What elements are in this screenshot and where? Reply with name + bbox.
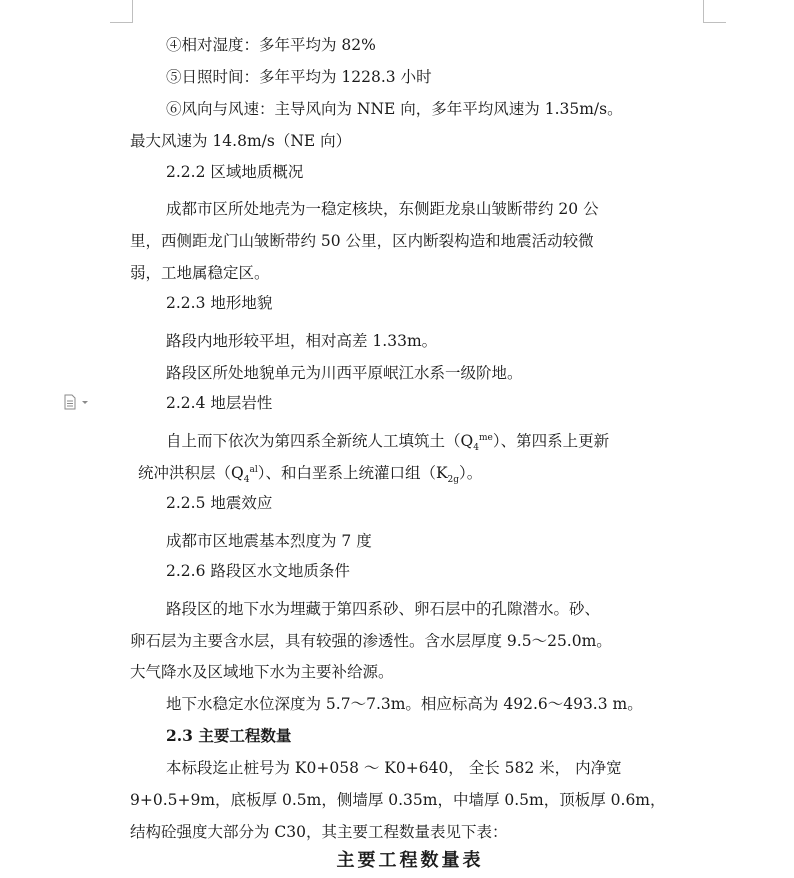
strata-sup-1: me xyxy=(478,432,493,443)
page-corner-mark-right xyxy=(703,0,726,23)
strata-text-1a: 自上而下依次为第四系全新统人工填筑土（Q xyxy=(166,432,474,450)
strata-text-1b: ）、第四系上更新 xyxy=(492,432,610,450)
strata-text-2a: 统冲洪积层（Q xyxy=(138,464,244,482)
quantity-line-3: 结构砼强度大部分为 C30，其主要工程数量表见下表： xyxy=(130,823,508,841)
strata-sub-3: 2g xyxy=(447,475,460,486)
geology-line-1: 成都市区所处地壳为一稳定核块，东侧距龙泉山皱断带约 20 公 xyxy=(166,200,599,218)
strata-sub-2: 4 xyxy=(243,475,250,486)
strata-text-2b: ）、和白垩系上统灌口组（K xyxy=(257,464,448,482)
page-corner-mark-left xyxy=(110,0,133,23)
wind-line-1: ⑥风向与风速：主导风向为 NNE 向，多年平均风速为 1.35m/s。 xyxy=(166,100,623,118)
water-line-2: 卵石层为主要含水层，具有较强的渗透性。含水层厚度 9.5～25.0m。 xyxy=(130,632,612,650)
heading-2-2-3: 2.2.3 地形地貌 xyxy=(166,294,273,312)
humidity-line: ④相对湿度：多年平均为 82% xyxy=(166,36,376,54)
strata-sup-2: al xyxy=(249,464,258,475)
heading-2-2-6: 2.2.6 路段区水文地质条件 xyxy=(166,562,350,580)
sunshine-line: ⑤日照时间：多年平均为 1228.3 小时 xyxy=(166,68,432,86)
table-title: 主要工程数量表 xyxy=(336,850,484,871)
earthquake-line: 成都市区地震基本烈度为 7 度 xyxy=(166,532,372,550)
geology-line-3: 弱，工地属稳定区。 xyxy=(130,264,270,282)
strata-line-1 xyxy=(166,431,690,454)
document-icon[interactable] xyxy=(62,394,92,410)
quantity-line-2: 9+0.5+9m，底板厚 0.5m，侧墙厚 0.35m，中墙厚 0.5m，顶板厚 0.6m， xyxy=(130,791,666,809)
strata-line-2 xyxy=(138,463,698,486)
strata-sub-1: 4 xyxy=(473,443,479,454)
heading-2-3: 2.3 主要工程数量 xyxy=(166,726,292,745)
wind-line-2: 最大风速为 14.8m/s（NE 向） xyxy=(130,132,352,150)
terrain-line-2: 路段区所处地貌单元为川西平原岷江水系一级阶地。 xyxy=(166,364,523,382)
heading-2-2-5: 2.2.5 地震效应 xyxy=(166,494,273,512)
heading-2-2-2: 2.2.2 区域地质概况 xyxy=(166,163,304,181)
quantity-line-1: 本标段迄止桩号为 K0+058 ～ K0+640， 全长 582 米， 内净宽 xyxy=(166,759,622,777)
terrain-line-1: 路段内地形较平坦，相对高差 1.33m。 xyxy=(166,332,438,350)
strata-text-2c: ）。 xyxy=(459,464,483,482)
water-line-3: 大气降水及区域地下水为主要补给源。 xyxy=(130,663,394,681)
geology-line-2: 里，西侧距龙门山皱断带约 50 公里，区内断裂构造和地震活动较微 xyxy=(130,232,594,250)
heading-2-2-4: 2.2.4 地层岩性 xyxy=(166,394,273,412)
water-line-4: 地下水稳定水位深度为 5.7～7.3m。相应标高为 492.6～493.3 m。 xyxy=(166,695,643,713)
water-line-1: 路段区的地下水为埋藏于第四系砂、卵石层中的孔隙潜水。砂、 xyxy=(166,600,601,618)
